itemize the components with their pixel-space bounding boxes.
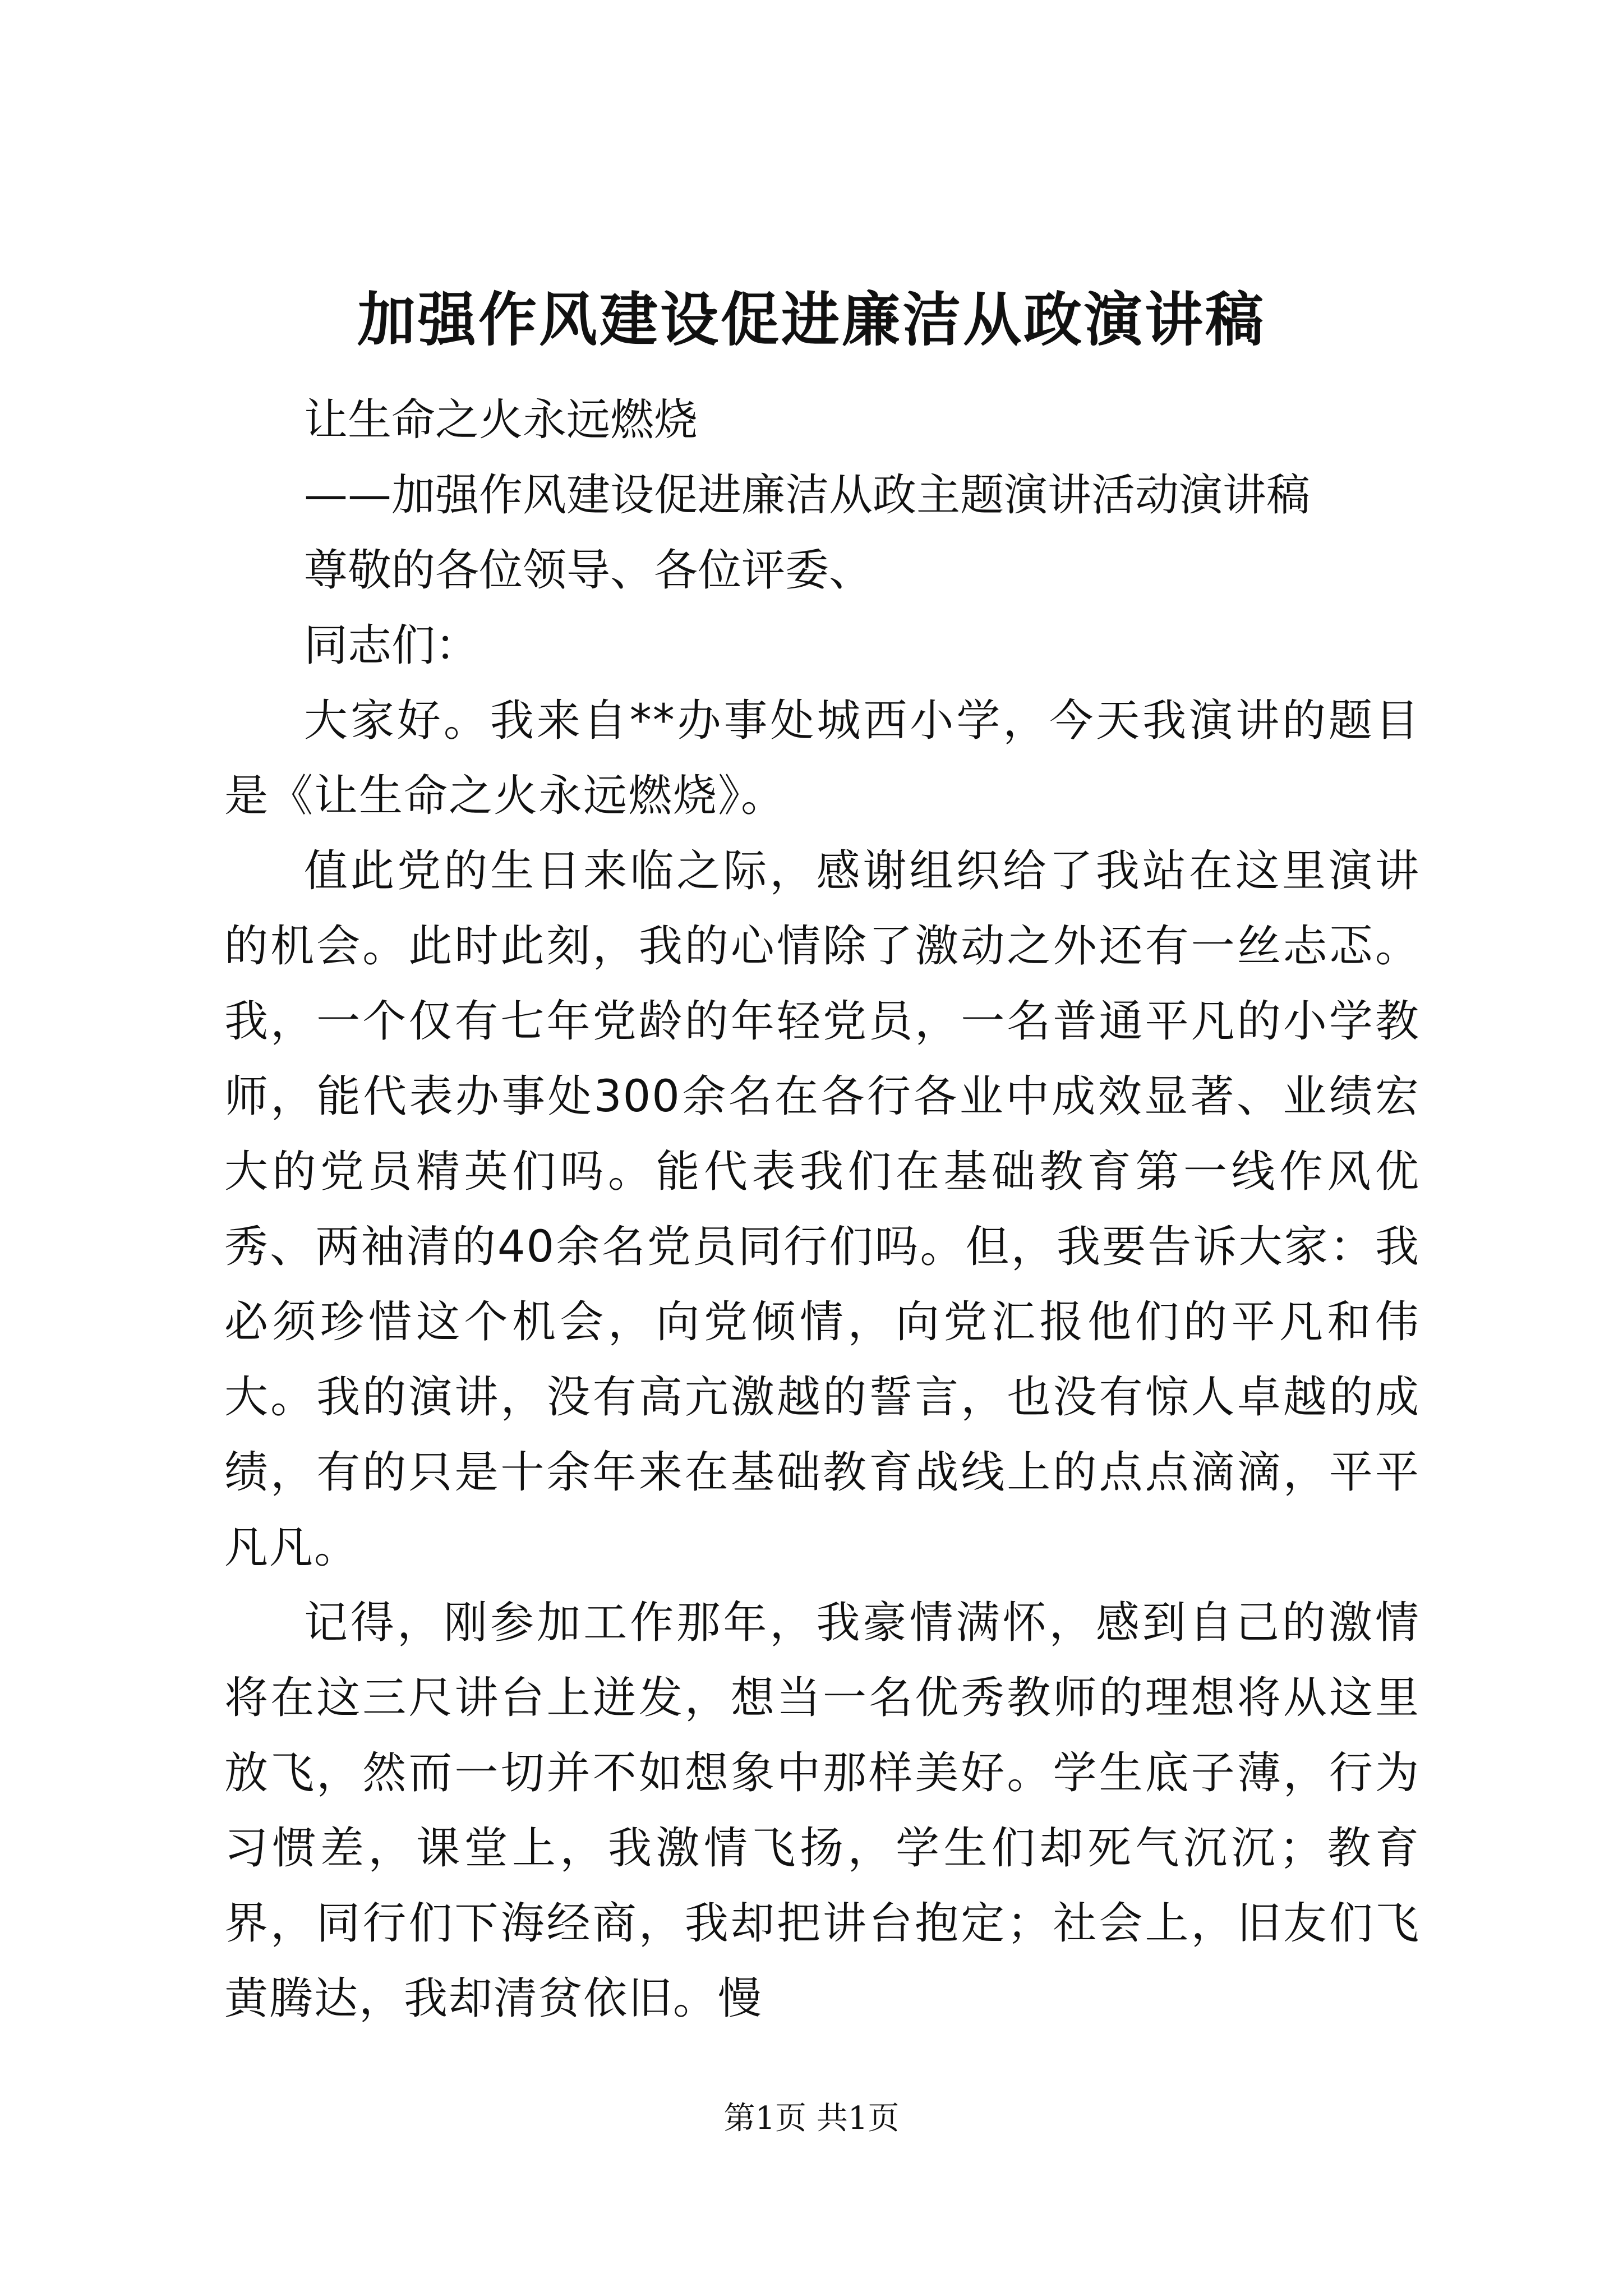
speech-subtitle-line: ——加强作风建设促进廉洁从政主题演讲活动演讲稿: [304, 470, 1311, 521]
body-paragraph-3: 记得，刚参加工作那年，我豪情满怀，感到自己的激情将在这三尺讲台上迸发，想当一名优秀教师的理想将从这里放飞，然而一切并不如想象中那样美好。学生底子薄，行为习惯差，课堂上，我激情飞扬，学生们却死气沉沉；教育界，同行们下海经商，我却把讲台抱定；社会上，旧友们飞黄腾达，我却清贫依旧。慢: [224, 1598, 1420, 2024]
page-footer: 第1页 共1页: [723, 2100, 900, 2137]
body-paragraph-1: 大家好。我来自**办事处城西小学，今天我演讲的题目是《让生命之火永远燃烧》。: [224, 696, 1420, 821]
document-title: 加强作风建设促进廉洁从政演讲稿: [357, 285, 1266, 354]
speech-title-line: 让生命之火永远燃烧: [304, 395, 698, 445]
document-body: [224, 383, 1420, 2036]
salutation-line: 尊敬的各位领导、各位评委、: [304, 545, 873, 596]
body-paragraph-2: 值此党的生日来临之际，感谢组织给了我站在这里演讲的机会。此时此刻，我的心情除了激动之外还有一丝忐忑。我，一个仅有七年党龄的年轻党员，一名普通平凡的小学教师，能代表办事处300余名在各行各业中成效显著、业绩宏大的党员精英们吗。能代表我们在基础教育第一线作风优秀、两袖清的40余名党员同行们吗。但，我要告诉大家：我必须珍惜这个机会，向党倾情，向党汇报他们的平凡和伟大。我的演讲，没有高亢激越的誓言，也没有惊人卓越的成绩，有的只是十余年来在基础教育战线上的点点滴滴，平平凡凡。: [224, 846, 1420, 1573]
salutation-line-2: 同志们：: [304, 620, 479, 671]
